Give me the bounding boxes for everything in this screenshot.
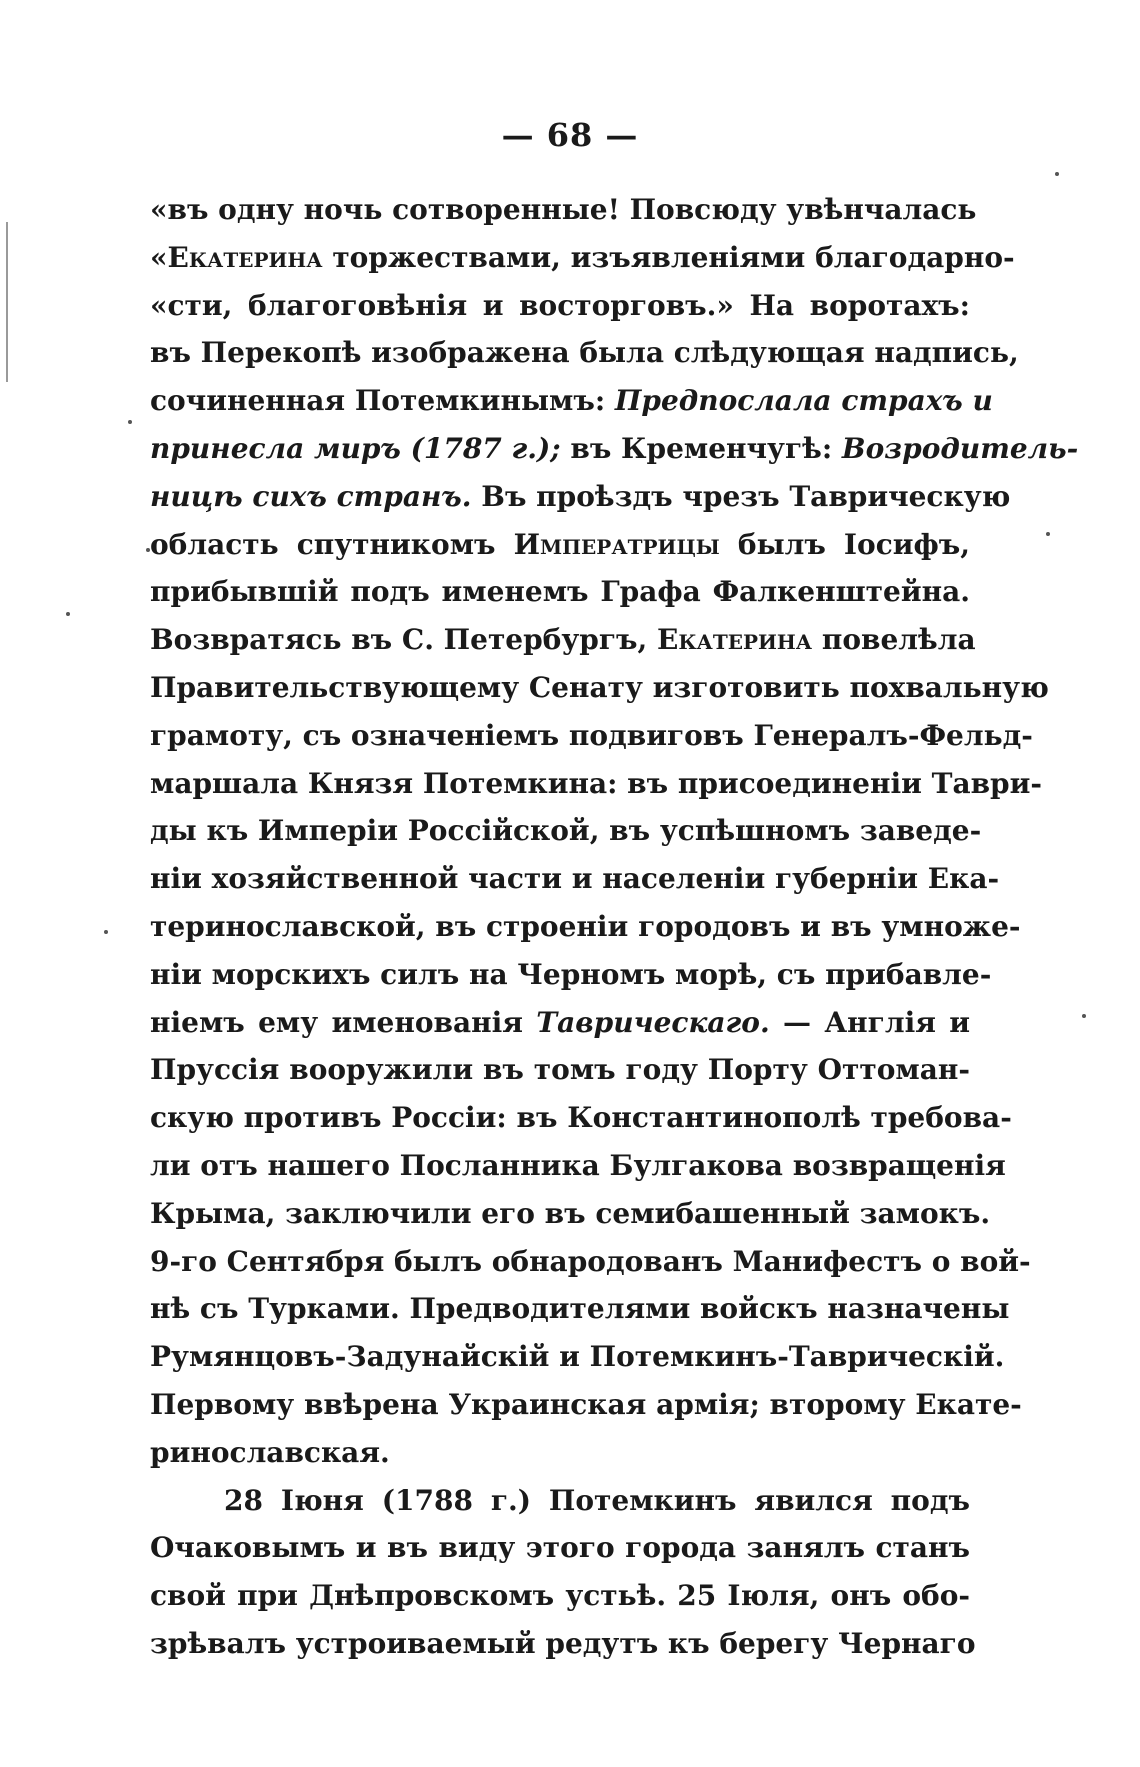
text-line xyxy=(150,329,1019,377)
text-segment: торжествами, изъявленіями благодарно- xyxy=(322,240,1015,274)
text-line xyxy=(150,664,1049,712)
text-line xyxy=(150,1620,976,1668)
margin-rule xyxy=(6,222,8,382)
text-line xyxy=(150,1477,970,1525)
text-line xyxy=(150,1381,1022,1429)
text-line xyxy=(150,1572,970,1620)
text-segment: Возвратясь въ С. Петербургъ, xyxy=(150,623,657,657)
text-line xyxy=(150,568,970,616)
text-segment: Предпослала страхъ и xyxy=(614,384,993,418)
text-segment: Крыма, заключили его въ семибашенный замокъ. xyxy=(150,1196,991,1230)
print-speck xyxy=(1046,532,1050,536)
text-segment: скую противъ Россіи: въ Константинополѣ требова- xyxy=(150,1101,1012,1135)
text-segment: ринославская. xyxy=(150,1435,390,1469)
print-speck xyxy=(128,420,132,424)
text-line xyxy=(150,999,970,1047)
print-speck xyxy=(104,930,108,934)
text-line xyxy=(150,473,1011,521)
print-speck xyxy=(1082,1014,1086,1018)
text-segment: Екатерина xyxy=(167,240,323,274)
text-segment: Пруссія вооружили въ томъ году Порту Оттоман- xyxy=(150,1053,970,1087)
text-line xyxy=(150,282,970,330)
text-line xyxy=(150,903,1021,951)
page-number: — 68 — xyxy=(501,116,639,154)
text-segment: Возродитель- xyxy=(841,431,1079,465)
text-segment: Екатерина xyxy=(657,623,813,657)
text-line xyxy=(150,616,976,664)
text-segment: зрѣвалъ устроиваемый редутъ къ берегу Чернаго xyxy=(150,1626,976,1660)
text-line xyxy=(150,951,992,999)
text-segment: ніи хозяйственной части и населеніи губерніи Ека- xyxy=(150,862,1000,896)
text-segment: — Англія и xyxy=(769,1005,970,1039)
text-line xyxy=(150,760,1043,808)
text-segment: прибывшій подъ именемъ Графа Фалкенштейна. xyxy=(150,575,970,609)
text-segment: Правительствующему Сенату изготовить похвальную xyxy=(150,670,1049,704)
text-segment: «въ одну ночь сотворенные! Повсюду увѣнчалась xyxy=(150,193,977,226)
text-segment: Таврическаго. xyxy=(536,1005,770,1039)
text-line xyxy=(150,712,1033,760)
text-segment: « xyxy=(150,240,168,274)
text-segment: 28 Іюня (1788 г.) Потемкинъ явился подъ xyxy=(224,1483,970,1517)
text-segment: теринославской, въ строеніи городовъ и въ умноже- xyxy=(150,909,1021,943)
text-segment: область спутникомъ xyxy=(150,527,514,561)
text-line xyxy=(150,1094,1012,1142)
text-segment: маршала Князя Потемкина: въ присоединеніи Таври- xyxy=(150,766,1043,800)
text-segment: принесла миръ (1787 г.); xyxy=(150,431,561,465)
text-segment: свой при Днѣпровскомъ устьѣ. 25 Іюля, онъ обо- xyxy=(150,1579,970,1613)
text-segment: Въ проѣздъ чрезъ Таврическую xyxy=(471,479,1011,513)
text-segment: ніи морскихъ силъ на Черномъ морѣ, съ прибавле- xyxy=(150,957,992,991)
text-line xyxy=(150,425,1079,473)
text-segment: Румянцовъ-Задунайскій и Потемкинъ-Таврическій. xyxy=(150,1340,1005,1374)
text-line xyxy=(150,1046,970,1094)
text-segment: ды къ Имперіи Россійской, въ успѣшномъ заведе- xyxy=(150,814,982,848)
text-line xyxy=(150,1238,1031,1286)
body-text xyxy=(150,186,1079,1668)
text-segment: былъ Іосифъ, xyxy=(719,527,970,561)
text-segment: Первому ввѣрена Украинская армія; второму Екате- xyxy=(150,1387,1022,1421)
text-segment: 9-го Сентября былъ обнародованъ Манифестъ о вой- xyxy=(150,1244,1031,1278)
text-line xyxy=(150,1524,970,1572)
text-segment: въ Перекопѣ изображена была слѣдующая надпись, xyxy=(150,336,1019,370)
text-line xyxy=(150,377,993,425)
text-line xyxy=(150,1333,1005,1381)
text-segment: Очаковымъ и въ виду этого города занялъ станъ xyxy=(150,1531,970,1565)
text-line xyxy=(150,1285,1010,1333)
text-line xyxy=(150,1142,1006,1190)
text-segment: повелѣла xyxy=(812,623,976,657)
text-segment: «сти, благоговѣнія и восторговъ.» На воротахъ: xyxy=(150,288,970,322)
text-line xyxy=(150,521,970,569)
text-line xyxy=(150,1190,991,1238)
text-line xyxy=(150,1429,970,1477)
text-line xyxy=(150,186,977,234)
text-segment: грамоту, съ означеніемъ подвиговъ Генералъ-Фельд- xyxy=(150,718,1033,752)
text-line xyxy=(150,855,1000,903)
text-segment: ли отъ нашего Посланника Булгакова возвращенія xyxy=(150,1148,1006,1182)
text-segment: Императрицы xyxy=(513,527,720,561)
text-segment: въ Кременчугѣ: xyxy=(560,431,842,465)
print-speck xyxy=(1055,172,1059,176)
text-segment: ницѣ сихъ странъ. xyxy=(150,479,472,513)
print-speck xyxy=(66,612,70,616)
text-segment: нѣ съ Турками. Предводителями войскъ назначены xyxy=(150,1292,1010,1326)
text-segment: сочиненная Потемкинымъ: xyxy=(150,384,615,418)
text-line xyxy=(150,807,982,855)
text-segment: ніемъ ему именованія xyxy=(150,1005,537,1039)
text-line xyxy=(150,234,1015,282)
